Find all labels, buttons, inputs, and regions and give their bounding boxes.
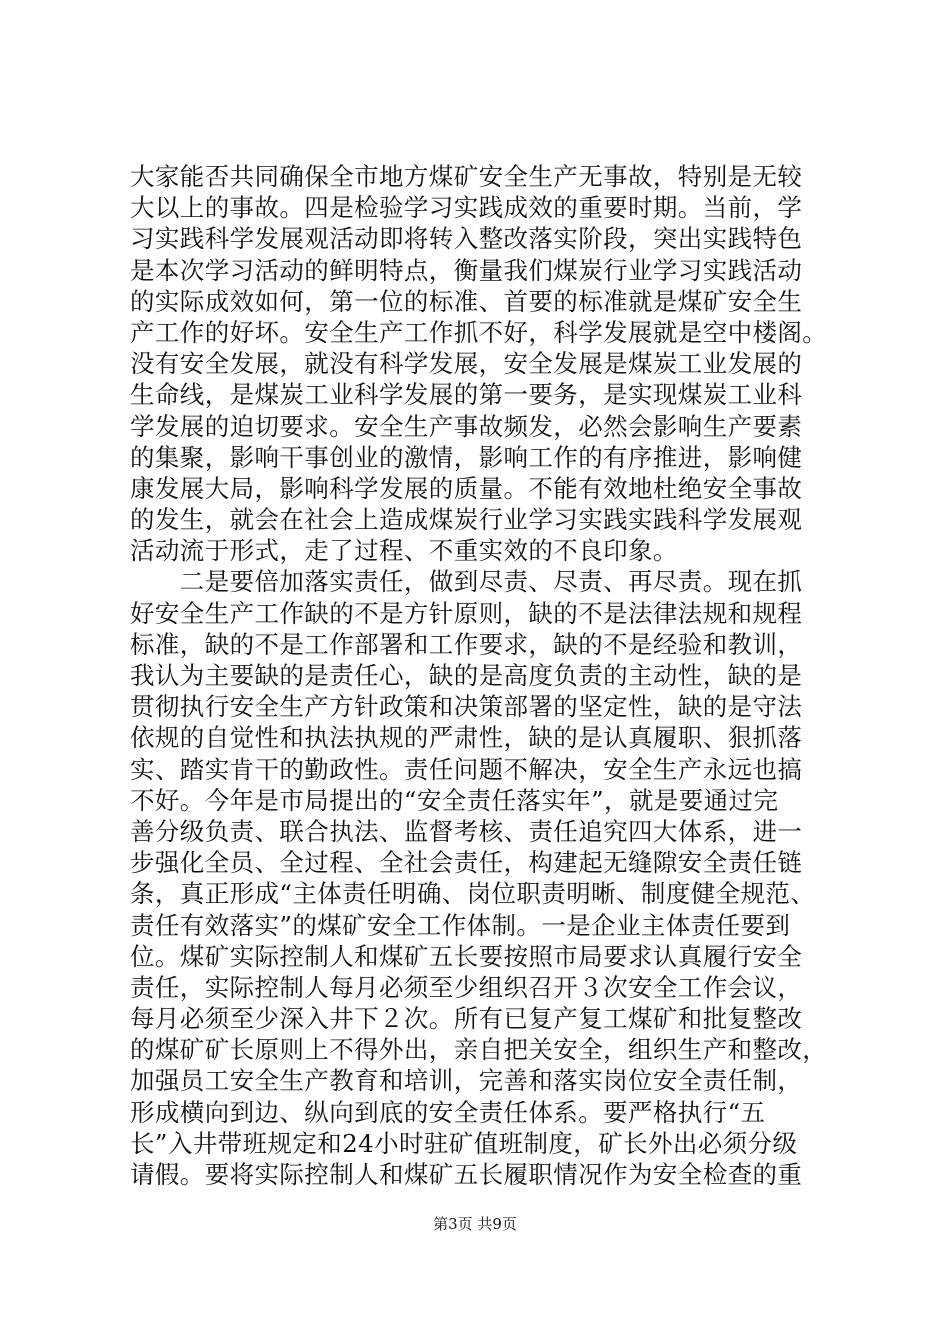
text-line: 请假。要将实际控制人和煤矿五长履职情况作为安全检查的重 [130,1160,803,1189]
text-line: 产工作的好坏。安全生产工作抓不好，科学发展就是空中楼阁。 [130,317,828,347]
text-line: 位。煤矿实际控制人和煤矿五长要按照市局要求认真履行安全 [130,941,803,971]
text-line: 的煤矿矿长原则上不得外出，亲自把关安全，组织生产和整改， [130,1035,828,1065]
text-line: 的实际成效如何，第一位的标准、首要的标准就是煤矿安全生 [130,286,803,316]
text-line: 标准，缺的不是工作部署和工作要求，缺的不是经验和教训， [130,629,803,659]
text-line: 是本次学习活动的鲜明特点，衡量我们煤炭行业学习实践活动 [130,255,803,285]
text-line: 步强化全员、全过程、全社会责任，构建起无缝隙安全责任链 [130,848,803,878]
text-line: 贯彻执行安全生产方针政策和决策部署的坚定性，缺的是守法 [130,692,803,722]
text-line: 的发生，就会在社会上造成煤炭行业学习实践实践科学发展观 [130,505,803,535]
text-line: 习实践科学发展观活动即将转入整改落实阶段，突出实践特色 [130,224,803,254]
text-line: 生命线，是煤炭工业科学发展的第一要务，是实现煤炭工业科 [130,380,803,410]
text-line: 责任有效落实”的煤矿安全工作体制。一是企业主体责任要到 [130,910,791,940]
text-line: 不好。今年是市局提出的“安全责任落实年”，就是要通过完 [130,785,779,815]
text-line: 善分级负责、联合执法、监督考核、责任追究四大体系，进一 [130,816,803,846]
text-line: 责任，实际控制人每月必须至少组织召开３次安全工作会议， [130,972,803,1002]
page-footer: 第3页 共9页 [433,1215,517,1233]
text-line: 形成横向到边、纵向到底的安全责任体系。要严格执行“五 [130,1097,766,1127]
text-line: 活动流于形式，走了过程、不重实效的不良印象。 [130,536,678,566]
text-line: 二是要倍加落实责任，做到尽责、尽责、再尽责。现在抓 [130,567,803,597]
text-line: 依规的自觉性和执法执规的严肃性，缺的是认真履职、狠抓落 [130,723,803,753]
text-line: 每月必须至少深入井下２次。所有已复产复工煤矿和批复整改 [130,1004,803,1034]
text-line: 实、踏实肯干的勤政性。责任问题不解决，安全生产永远也搞 [130,754,803,784]
text-line: 长”入井带班规定和24小时驻矿值班制度，矿长外出必须分级 [130,1128,798,1158]
text-line: 大家能否共同确保全市地方煤矿安全生产无事故，特别是无较 [130,162,803,191]
text-line: 大以上的事故。四是检验学习实践成效的重要时期。当前，学 [130,193,803,223]
text-line: 没有安全发展，就没有科学发展，安全发展是煤炭工业发展的 [130,349,803,379]
text-line: 学发展的迫切要求。安全生产事故频发，必然会影响生产要素 [130,411,803,441]
body-text [130,161,830,1190]
text-line: 康发展大局，影响科学发展的质量。不能有效地杜绝安全事故 [130,473,803,503]
text-line: 加强员工安全生产教育和培训，完善和落实岗位安全责任制， [130,1066,803,1096]
text-line: 的集聚，影响干事创业的激情，影响工作的有序推进，影响健 [130,442,803,472]
text-line: 好安全生产工作缺的不是方针原则，缺的不是法律法规和规程 [130,598,803,628]
text-line: 条，真正形成“主体责任明确、岗位职责明晰、制度健全规范、 [130,879,816,909]
text-line: 我认为主要缺的是责任心，缺的是高度负责的主动性，缺的是 [130,661,803,690]
